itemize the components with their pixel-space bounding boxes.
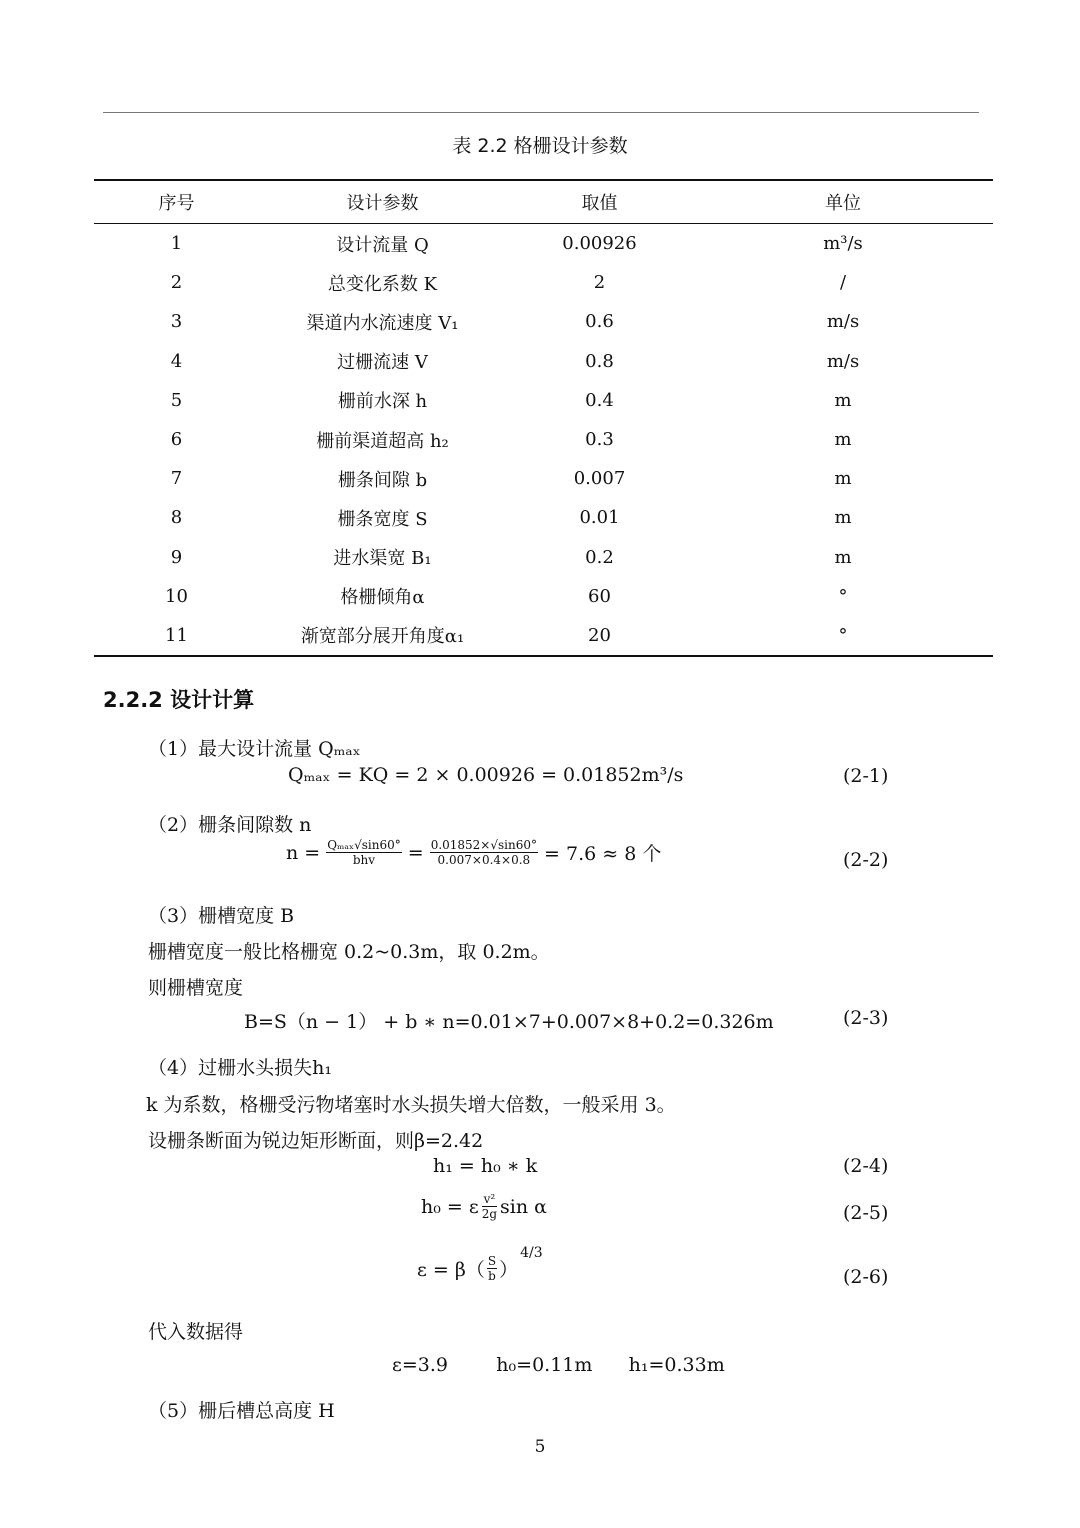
eq2-f1-numerator: Qₘₐₓ√sin60° (327, 838, 401, 852)
equation-2-2 (286, 838, 661, 867)
cell-param: 栅前水深 h (337, 391, 428, 413)
step-5-title: （5）栅后槽总高度 H (148, 1400, 335, 1422)
table-row (94, 616, 993, 656)
equation-2-5 (421, 1192, 547, 1221)
equation-number-2-3: (2-3) (843, 1007, 889, 1029)
cell-param: 进水渠宽 B₁ (333, 548, 432, 570)
eq5-numerator: v² (483, 1192, 496, 1206)
equation-number-2-6: (2-6) (843, 1266, 889, 1288)
eq2-lhs: n = (286, 841, 321, 864)
table-row (94, 381, 993, 420)
cell-param: 栅条间隙 b (337, 469, 428, 491)
table-body (94, 224, 993, 657)
equation-number-2-1: (2-1) (843, 765, 889, 787)
cell-no: 4 (170, 350, 183, 372)
eq2-f2-denominator: 0.007×0.4×0.8 (437, 853, 531, 867)
table-row (94, 538, 993, 577)
design-parameter-table (94, 179, 993, 657)
eq5-rhs: sin α (500, 1195, 547, 1218)
cell-value: 0.4 (585, 389, 614, 411)
cell-value: 0.6 (585, 311, 614, 333)
section-heading: 2.2.2 设计计算 (103, 688, 255, 712)
substitute-paragraph: 代入数据得 (148, 1321, 244, 1343)
cell-no: 9 (170, 546, 183, 568)
eq2-rhs: = 7.6 ≈ 8 个 (544, 843, 662, 865)
cell-unit: m (834, 389, 852, 411)
cell-no: 11 (94, 616, 259, 656)
eq2-f2-numerator: 0.01852×√sin60° (430, 838, 538, 852)
cell-unit: ° (693, 616, 993, 656)
cell-value: 0.2 (585, 546, 614, 568)
header-param: 设计参数 (259, 180, 506, 224)
step-4-paragraph-b: 设栅条断面为锐边矩形断面，则β=2.42 (148, 1130, 484, 1152)
eq5-denominator: 2g (481, 1207, 498, 1221)
header-unit: 单位 (693, 180, 993, 224)
cell-unit: m/s (826, 311, 860, 333)
cell-no: 6 (170, 429, 183, 451)
eq6-numerator: S (487, 1254, 497, 1268)
cell-no: 10 (165, 585, 188, 607)
cell-unit: ° (838, 585, 848, 607)
cell-param: 栅前渠道超高 h₂ (316, 430, 449, 452)
cell-no: 2 (170, 272, 183, 294)
cell-value: 0.3 (585, 429, 614, 451)
eq5-lhs: h₀ = ε (421, 1195, 479, 1218)
eq2-fraction-1 (326, 838, 402, 867)
step-1-title: （1）最大设计流量 Qₘₐₓ (148, 738, 361, 760)
header-rule (103, 112, 979, 113)
cell-value: 20 (506, 616, 693, 656)
eq6-lhs: ε = β（ (417, 1259, 485, 1281)
table-row (94, 459, 993, 498)
equation-number-2-2: (2-2) (843, 849, 889, 871)
cell-param: 总变化系数 K (327, 273, 438, 295)
cell-param: 栅条宽度 S (337, 508, 428, 530)
step-3-paragraph-b: 则栅槽宽度 (148, 977, 244, 999)
eq6-exponent: 4/3 (520, 1244, 543, 1261)
cell-unit: m (834, 468, 852, 490)
table-row (94, 224, 993, 264)
cell-no: 5 (170, 389, 183, 411)
cell-unit: m³/s (823, 233, 863, 255)
cell-param: 设计流量 Q (336, 234, 429, 256)
eq6-fraction (487, 1254, 497, 1283)
eq2-equals: = (407, 841, 424, 864)
cell-value: 0.00926 (562, 233, 637, 255)
cell-no: 8 (170, 507, 183, 529)
table-row (94, 577, 993, 616)
cell-param: 格栅倾角α (340, 587, 425, 609)
cell-unit: / (839, 272, 847, 294)
cell-no: 7 (170, 468, 183, 490)
cell-value: 60 (588, 585, 611, 607)
eq2-f1-denominator: bhv (352, 853, 376, 867)
step-2-title: （2）栅条间隙数 n (148, 814, 312, 836)
equation-2-4: h₁ = h₀ ∗ k (433, 1155, 538, 1177)
cell-value: 0.8 (585, 350, 614, 372)
page-number: 5 (534, 1437, 546, 1457)
table-row (94, 263, 993, 302)
cell-unit: m (834, 546, 852, 568)
step-4-title: （4）过栅水头损失h₁ (148, 1057, 332, 1079)
cell-value: 0.007 (573, 468, 626, 490)
cell-no: 3 (170, 311, 183, 333)
header-no: 序号 (94, 180, 259, 224)
table-header-row (94, 180, 993, 224)
table-row (94, 342, 993, 381)
results-line: ε=3.9 h₀=0.11m h₁=0.33m (392, 1354, 725, 1376)
table-row (94, 420, 993, 459)
step-4-paragraph-a: k 为系数，格栅受污物堵塞时水头损失增大倍数，一般采用 3。 (146, 1094, 676, 1116)
cell-unit: m (834, 429, 852, 451)
step-3-paragraph-a: 栅槽宽度一般比格栅宽 0.2~0.3m，取 0.2m。 (148, 941, 550, 963)
eq2-fraction-2 (430, 838, 538, 867)
cell-unit: m/s (826, 350, 860, 372)
step-3-title: （3）栅槽宽度 B (148, 905, 295, 927)
table-row (94, 498, 993, 537)
eq6-denominator: b (488, 1269, 496, 1283)
equation-2-1: Qₘₐₓ = KQ = 2 × 0.00926 = 0.01852m³/s (288, 764, 684, 786)
cell-param: 渐宽部分展开角度α₁ (259, 616, 506, 656)
cell-value: 2 (593, 272, 606, 294)
cell-param: 过栅流速 V (337, 352, 428, 374)
cell-param: 渠道内水流速度 V₁ (306, 312, 459, 334)
header-value: 取值 (506, 180, 693, 224)
equation-2-3: B=S（n − 1） + b ∗ n=0.01×7+0.007×8+0.2=0.326m (244, 1011, 774, 1033)
table-caption: 表 2.2 格栅设计参数 (452, 135, 628, 157)
cell-value: 0.01 (579, 507, 620, 529)
equation-2-6 (417, 1244, 543, 1283)
eq5-fraction (482, 1192, 497, 1221)
table-row (94, 302, 993, 341)
eq6-rhs: ） (499, 1259, 519, 1281)
cell-unit: m (834, 507, 852, 529)
cell-no: 1 (170, 233, 183, 255)
equation-number-2-4: (2-4) (843, 1155, 889, 1177)
equation-number-2-5: (2-5) (843, 1202, 889, 1224)
